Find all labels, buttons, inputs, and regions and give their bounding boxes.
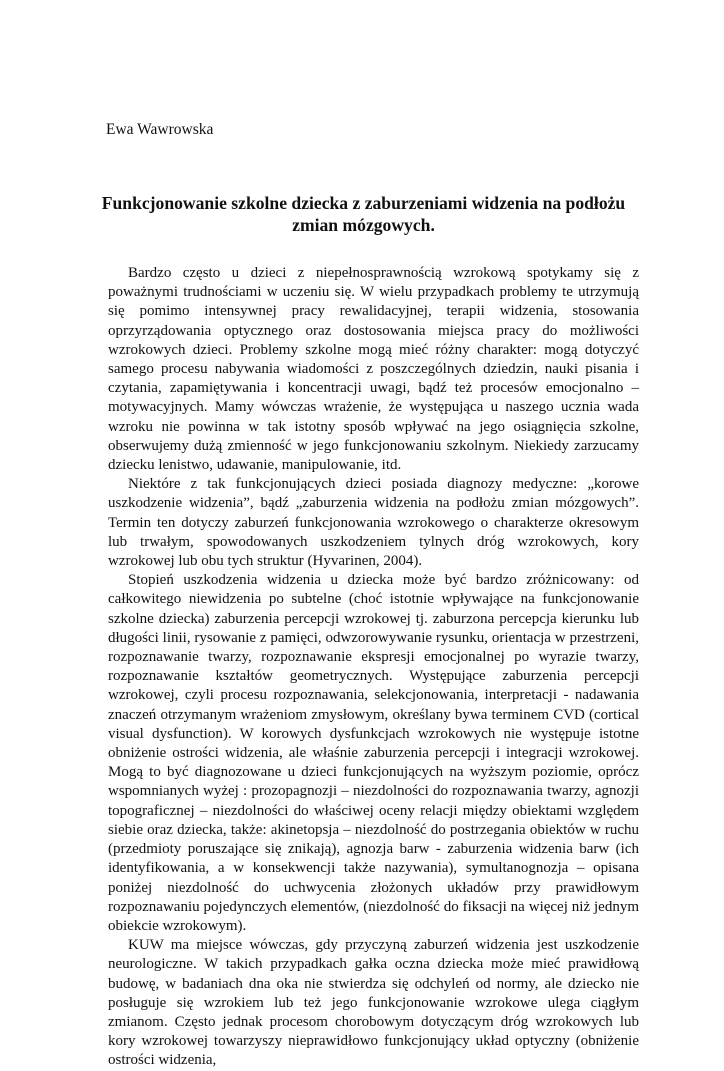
paragraph: KUW ma miejsce wówczas, gdy przyczyną zaburzeń widzenia jest uszkodzenie neurologiczne. W takich przypadkach gałka oczna dziecka może mieć prawidłową budowę, w badaniach dna oka nie stwierdza się odchyleń od normy, ale dziecko nie posługuje się wzrokiem lub też jego funkcjonowanie wzrokowe ulega ciągłym zmianom. Często jednak procesom chorobowym dotyczącym dróg wzrokowych lub kory wzrokowej towarzyszy nieprawidłowo funkcjonujący układ optyczny (obniżenie ostrości widzenia, — [108, 937, 639, 1069]
document-body — [108, 264, 639, 1071]
author-name: Ewa Wawrowska — [106, 121, 214, 138]
paragraph: Niektóre z tak funkcjonujących dzieci posiada diagnozy medyczne: „korowe uszkodzenie widzenia”, bądź „zaburzenia widzenia na podłożu zmian mózgowych”. Termin ten dotyczy zaburzeń funkcjonowania wzrokowego o charakterze okresowym lub trwałym, spowodowanych uszkodzeniem tylnych dróg wzrokowych, kory wzrokowej lub obu tych struktur (Hyvarinen, 2004). — [108, 476, 639, 570]
document-title: Funkcjonowanie szkolne dziecka z zaburzeniami widzenia na podłożu zmian mózgowych. — [101, 193, 626, 235]
paragraph: Stopień uszkodzenia widzenia u dziecka może być bardzo zróżnicowany: od całkowitego niewidzenia po subtelne (choć istotnie wpływające na funkcjonowanie szkolne dziecka) zaburzenia percepcji wzrokowej tj. zaburzona percepcja kierunku lub długości linii, rysowanie z pamięci, odwzorowywanie rysunku, orientacja w przestrzeni, rozpoznawanie twarzy, rozpoznawanie ekspresji emocjonalnej po wyrazie twarzy, rozpoznawanie kształtów geometrycznych. Występujące zaburzenia percepcji wzrokowej, czyli procesu rozpoznawania, selekcjonowania, interpretacji - nadawania znaczeń otrzymanym wrażeniom zmysłowym, określany bywa terminem CVD (cortical visual dysfunction). W korowych dysfunkcjach wzrokowych nie występuje istotne obniżenie ostrości widzenia, ale właśnie zaburzenia percepcji i integracji wzrokowej. Mogą to być diagnozowane u dzieci funkcjonujących na wyższym poziomie, oprócz wspomnianych wyżej : prozopagnozji – niezdolności do rozpoznawania twarzy, agnozji topograficznej – niezdolności do właściwej oceny relacji między obiektami względem siebie oraz dziecka, także: akinetopsja – niezdolność do postrzegania obiektów w ruchu (przedmioty poruszające się znikają), agnozja barw - zaburzenia widzenia barw (ich identyfikowania, a w konsekwencji także nazywania), symultanognozja – opisana poniżej niezdolność do uchwycenia złożonych układów przy prawidłowym rozpoznawaniu pojedynczych elementów, (niezdolność do fiksacji na więcej niż jednym obiekcie wzrokowym). — [108, 572, 639, 934]
paragraph: Bardzo często u dzieci z niepełnosprawnością wzrokową spotykamy się z poważnymi trudnościami w uczeniu się. W wielu przypadkach problemy te utrzymują się pomimo intensywnej pracy rewalidacyjnej, terapii widzenia, stosowania oprzyrządowania optycznego oraz dostosowania miejsca pracy do możliwości wzrokowych dzieci. Problemy szkolne mogą mieć różny charakter: mogą dotyczyć samego procesu nabywania wiadomości z poszczególnych dziedzin, nauki pisania i czytania, zapamiętywania i koncentracji uwagi, bądź też procesów emocjonalno – motywacyjnych. Mamy wówczas wrażenie, że występująca u naszego ucznia wada wzroku nie powinna w tak istotny sposób wpływać na jego osiągnięcia szkolne, obserwujemy dużą zmienność w jego funkcjonowaniu szkolnym. Niekiedy zarzucamy dziecku lenistwo, udawanie, manipulowanie, itd. — [108, 265, 639, 474]
